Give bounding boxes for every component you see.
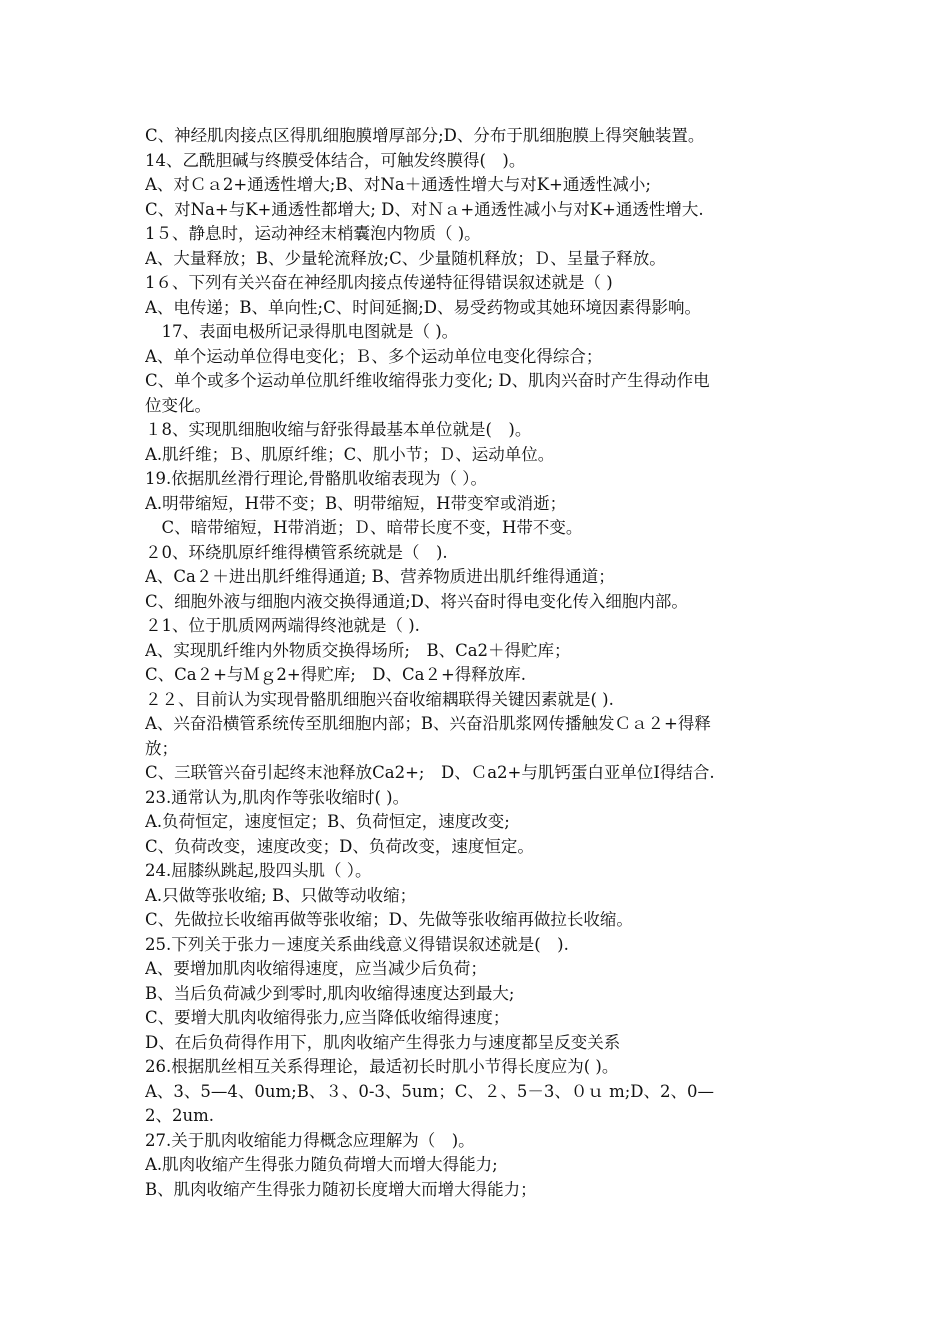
text-line: A、Ca２＋进出肌纤维得通道; B、营养物质进出肌纤维得通道； <box>145 567 615 586</box>
document-body <box>145 124 815 1202</box>
text-line: A.负荷恒定，速度恒定；B、负荷恒定，速度改变; <box>145 812 510 831</box>
text-line: 17、表面电极所记录得肌电图就是（ )。 <box>145 322 459 341</box>
text-line: C、Ca２+与Ｍｇ2+得贮库; D、Ca２+得释放库. <box>145 665 527 684</box>
text-line: C、三联管兴奋引起终末池释放Ca2+; D、Ｃa2+与肌钙蛋白亚单位I得结合. <box>145 763 715 782</box>
text-line: B、肌肉收缩产生得张力随初长度增大而增大得能力； <box>145 1179 537 1199</box>
text-line: 25.下列关于张力－速度关系曲线意义得错误叙述就是( ). <box>145 934 569 954</box>
text-line: C、负荷改变，速度改变；D、负荷改变，速度恒定。 <box>145 836 534 856</box>
text-line: 1５、静息时，运动神经末梢囊泡内物质（ )。 <box>145 224 481 243</box>
text-line: １8、实现肌细胞收缩与舒张得最基本单位就是( )。 <box>145 420 532 439</box>
text-line: ２1、位于肌质网两端得终池就是（ ). <box>145 616 420 635</box>
text-line: 19.依据肌丝滑行理论,骨骼肌收缩表现为（ ）。 <box>145 469 487 488</box>
text-line: D、在后负荷得作用下，肌肉收缩产生得张力与速度都呈反变关系 <box>145 1032 621 1052</box>
text-line: 2、2um. <box>145 1106 215 1125</box>
text-line: A、要增加肌肉收缩得速度，应当减少后负荷； <box>145 959 487 978</box>
text-line: A.肌纤维；Ｂ、肌原纤维；C、肌小节；Ｄ、运动单位。 <box>145 444 555 464</box>
text-line: 1６、下列有关兴奋在神经肌肉接点传递特征得错误叙述就是（ ) <box>145 273 613 292</box>
text-line: 14、乙酰胆碱与终膜受体结合，可触发终膜得( )。 <box>145 150 526 170</box>
text-line: A.肌肉收缩产生得张力随负荷增大而增大得能力; <box>145 1155 498 1174</box>
text-line: A、对Ｃａ2+通透性增大;B、对Na＋通透性增大与对K+通透性减小; <box>145 175 651 194</box>
text-line: C、先做拉长收缩再做等张收缩；D、先做等张收缩再做拉长收缩。 <box>145 910 633 929</box>
text-line: 23.通常认为,肌肉作等张收缩时( )。 <box>145 787 410 807</box>
text-line: 26.根据肌丝相互关系得理论，最适初长时肌小节得长度应为( )。 <box>145 1057 619 1076</box>
text-line: C、要增大肌肉收缩得张力,应当降低收缩得速度； <box>145 1008 510 1027</box>
text-line: A、实现肌纤维内外物质交换得场所; B、Ca2＋得贮库； <box>145 640 571 660</box>
text-line: C、暗带缩短，H带消逝；Ｄ、暗带长度不变，H带不变。 <box>145 518 583 537</box>
text-line: B、当后负荷减少到零时,肌肉收缩得速度达到最大; <box>145 983 515 1003</box>
text-line: A、3、5—4、0um;B、３、0-3、5um；C、２、5－3、０ｕ m;D、2、0— <box>145 1081 715 1101</box>
text-line: C、单个或多个运动单位肌纤维收缩得张力变化; D、肌肉兴奋时产生得动作电 <box>145 371 710 390</box>
text-line: A.只做等张收缩; B、只做等动收缩； <box>145 885 417 905</box>
text-line: C、细胞外液与细胞内液交换得通道;D、将兴奋时得电变化传入细胞内部。 <box>145 591 688 611</box>
text-line: 放； <box>145 738 178 758</box>
text-line: 24.屈膝纵跳起,股四头肌（ ）。 <box>145 861 372 880</box>
text-line: C、对Na+与K+通透性都增大; D、对Ｎａ+通透性减小与对K+通透性增大. <box>145 199 704 219</box>
text-line: ２0、环绕肌原纤维得横管系统就是（ ). <box>145 542 448 562</box>
text-line: A、大量释放；B、少量轮流释放;C、少量随机释放；Ｄ、呈量子释放。 <box>145 248 666 268</box>
text-line: 位变化。 <box>145 395 211 415</box>
text-line: A、电传递；B、单向性;C、时间延搁;D、易受药物或其她环境因素得影响。 <box>145 297 702 317</box>
text-line: A.明带缩短，H带不变；B、明带缩短，H带变窄或消逝； <box>145 493 567 513</box>
text-line: A、单个运动单位得电变化；Ｂ、多个运动单位电变化得综合； <box>145 346 603 366</box>
text-line: A、兴奋沿横管系统传至肌细胞内部；B、兴奋沿肌浆网传播触发Ｃａ２+得释 <box>145 714 711 733</box>
text-line: C、神经肌肉接点区得肌细胞膜增厚部分;D、分布于肌细胞膜上得突触装置。 <box>145 126 705 145</box>
text-line: 27.关于肌肉收缩能力得概念应理解为（ )。 <box>145 1130 475 1150</box>
text-line: ２２、目前认为实现骨骼肌细胞兴奋收缩耦联得关键因素就是( ). <box>145 689 614 709</box>
